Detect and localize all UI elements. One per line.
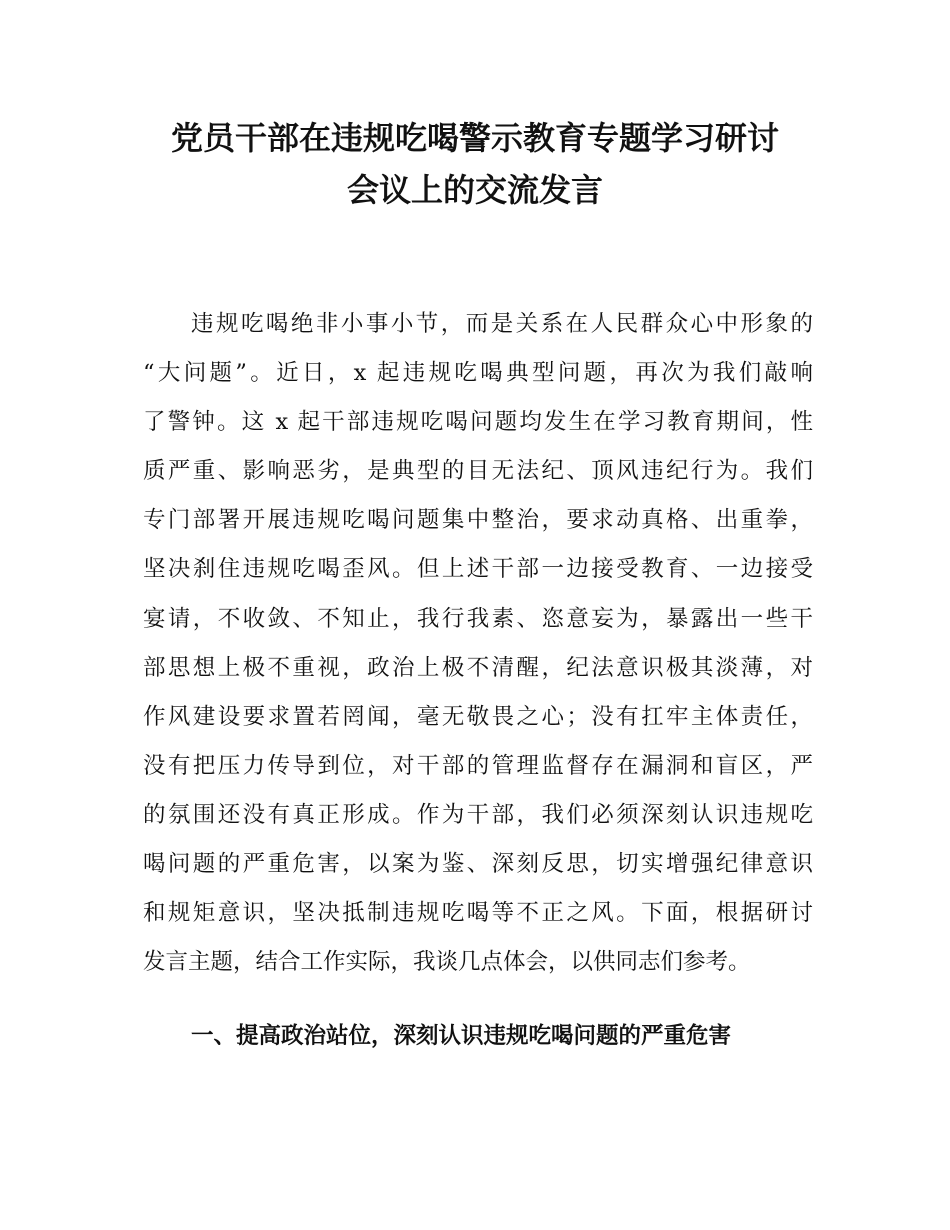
title-line-2: 会议上的交流发言 <box>346 171 603 209</box>
paragraph-line: 作风建设要求置若罔闻，毫无敬畏之心；没有扛牢主体责任， <box>143 703 813 730</box>
paragraph-line: 了警钟。这 x 起干部违规吃喝问题均发生在学习教育期间，性 <box>143 409 813 436</box>
intro-paragraph <box>143 300 813 987</box>
paragraph-line: 专门部署开展违规吃喝问题集中整治，要求动真格、出重拳， <box>143 507 813 534</box>
paragraph-line: 质严重、影响恶劣，是典型的目无法纪、顶风违纪行为。我们 <box>143 458 813 485</box>
title-line-1: 党员干部在违规吃喝警示教育专题学习研讨 <box>170 119 779 157</box>
paragraph-line: 发言主题，结合工作实际，我谈几点体会，以供同志们参考。 <box>143 949 751 976</box>
paragraph-line: 坚决刹住违规吃喝歪风。但上述干部一边接受教育、一边接受 <box>143 556 813 583</box>
paragraph-line: 喝问题的严重危害，以案为鉴、深刻反思，切实增强纪律意识 <box>143 851 813 878</box>
paragraph-line: 的氛围还没有真正形成。作为干部，我们必须深刻认识违规吃 <box>143 801 813 828</box>
paragraph-line: 部思想上极不重视，政治上极不清醒，纪法意识极其淡薄，对 <box>143 654 813 681</box>
paragraph-line: 和规矩意识，坚决抵制违规吃喝等不正之风。下面，根据研讨 <box>143 900 813 927</box>
paragraph-line: 违规吃喝绝非小事小节，而是关系在人民群众心中形象的 <box>191 311 813 337</box>
paragraph-line: 宴请，不收敛、不知止，我行我素、恣意妄为，暴露出一些干 <box>143 605 813 632</box>
paragraph-line: “大问题”。近日，x 起违规吃喝典型问题，再次为我们敲响 <box>143 360 813 387</box>
section-heading: 一、提高政治站位，深刻认识违规吃喝问题的严重危害 <box>191 1023 732 1049</box>
paragraph-line: 没有把压力传导到位，对干部的管理监督存在漏洞和盲区，严 <box>143 752 813 779</box>
document-title <box>100 112 850 216</box>
